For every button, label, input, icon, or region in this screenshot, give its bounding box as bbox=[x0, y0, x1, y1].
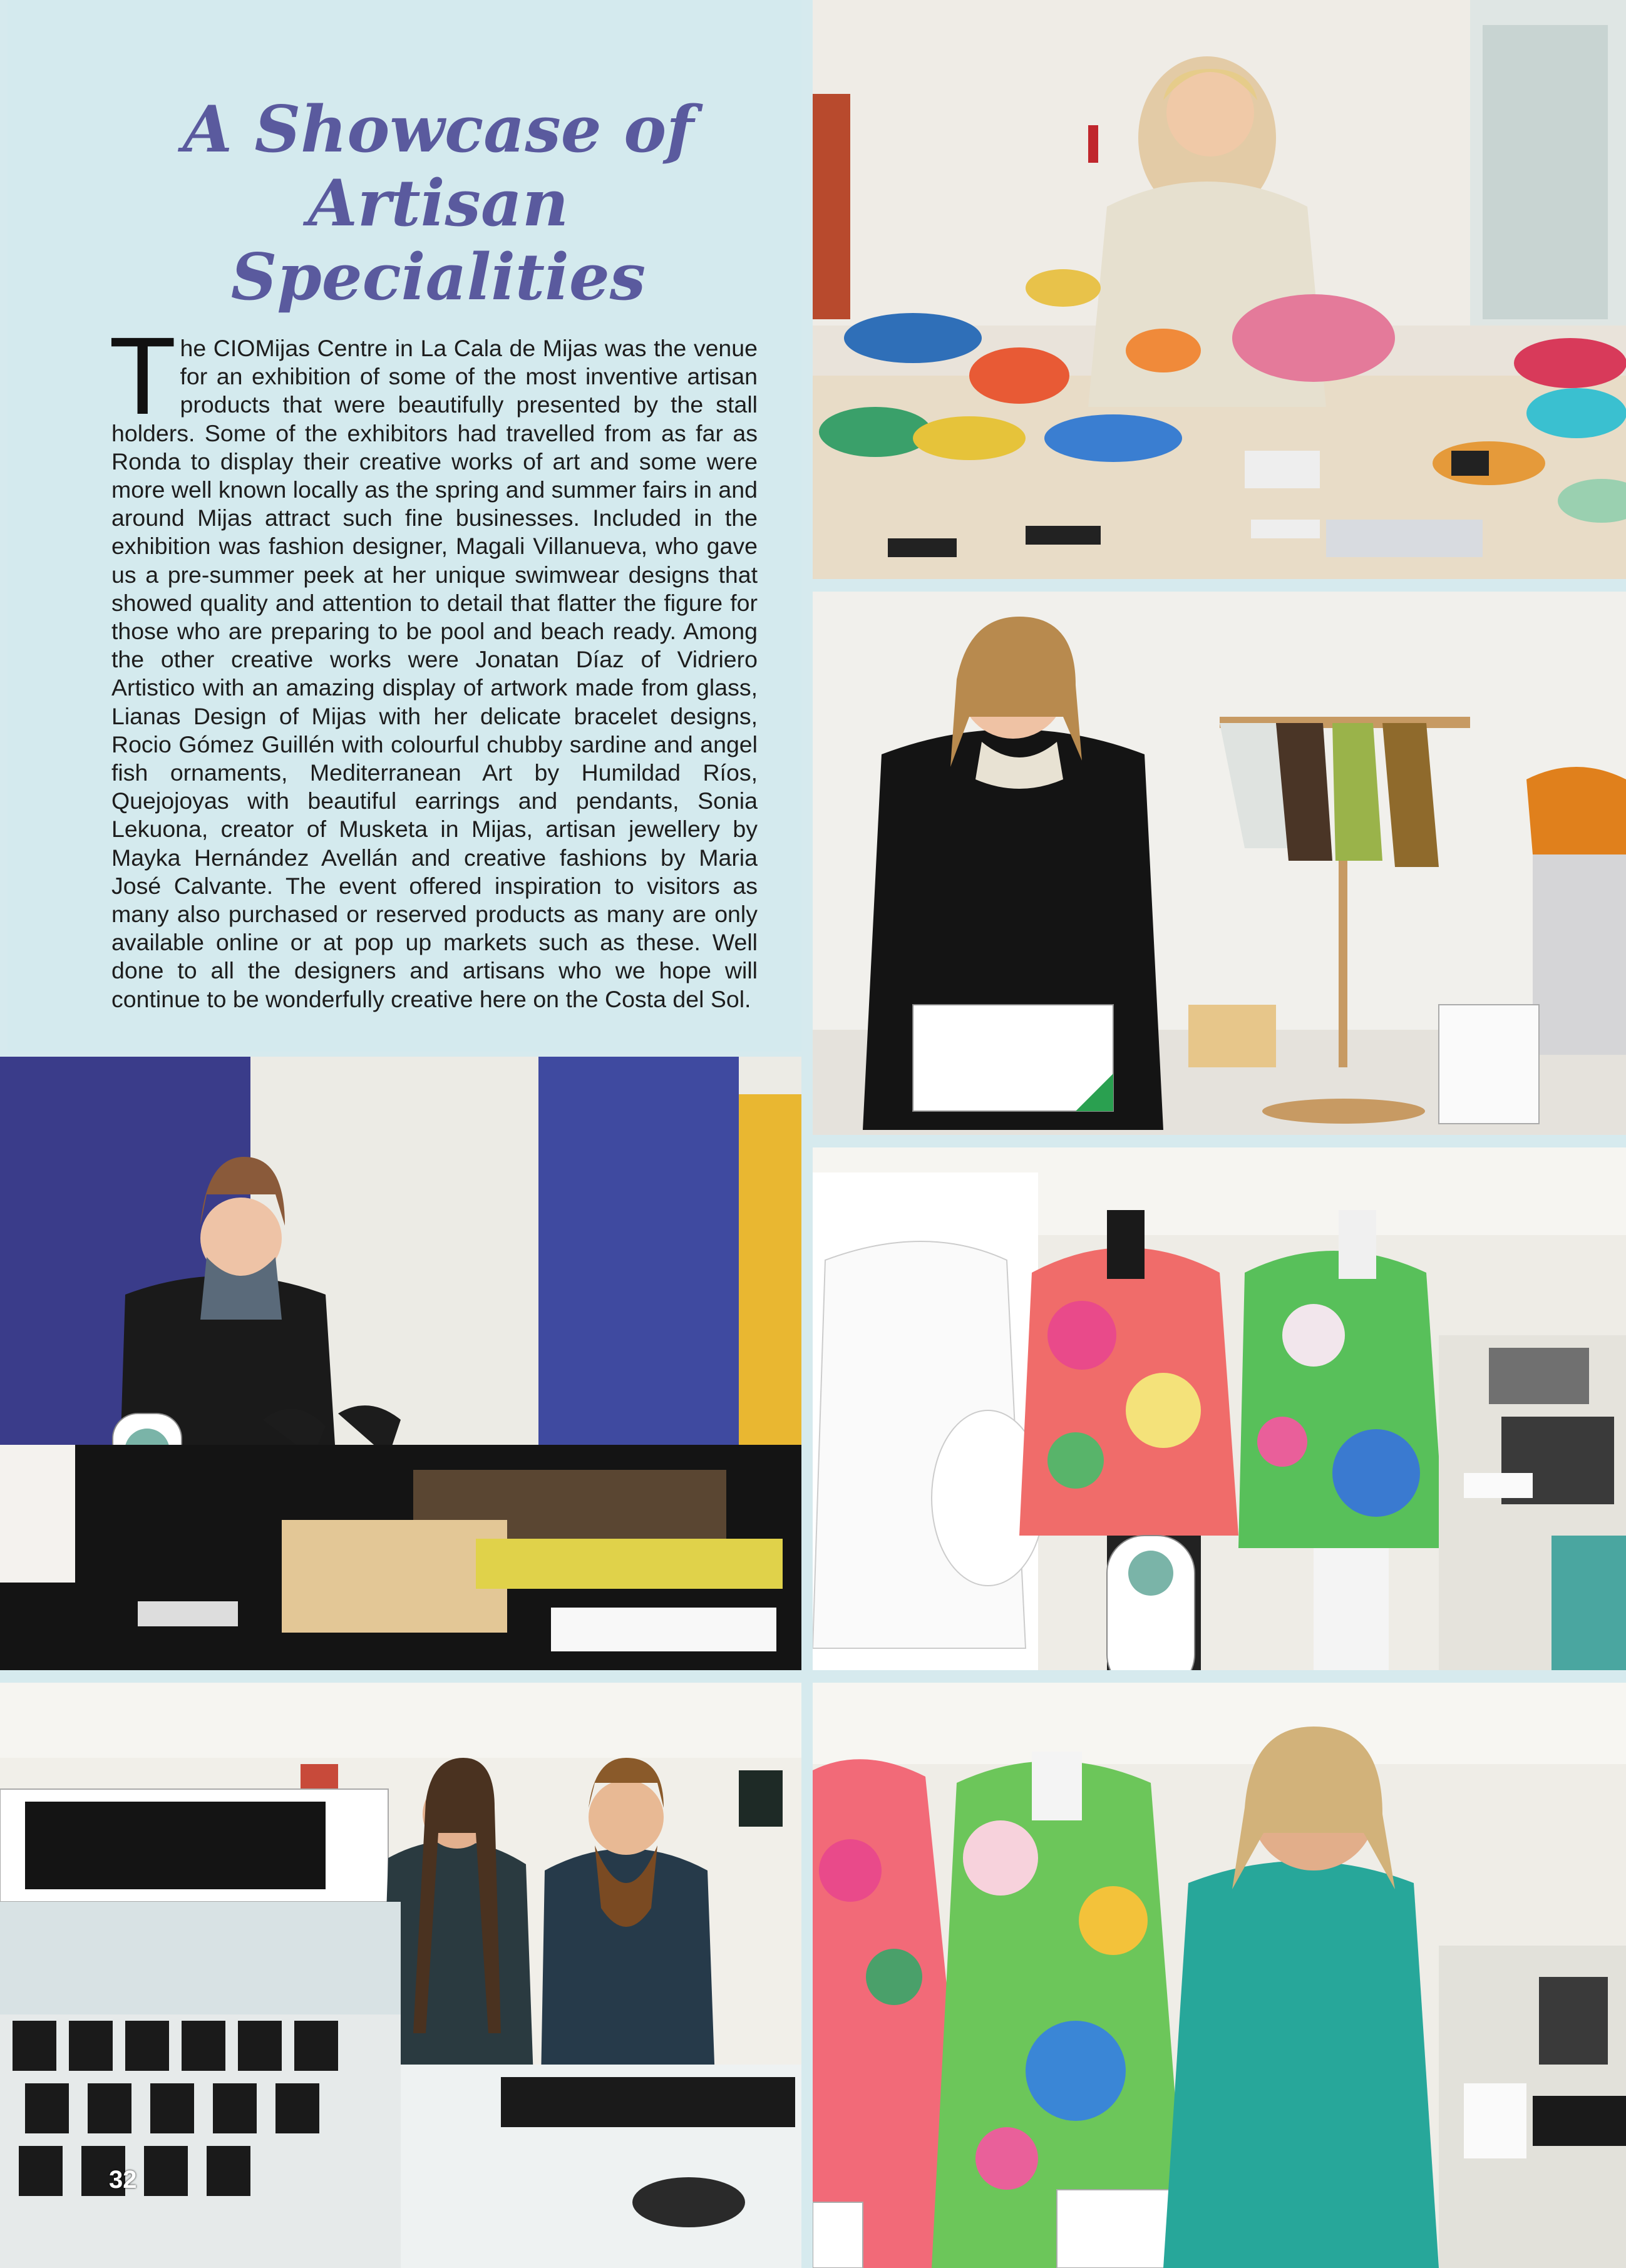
fish-ornaments-photo bbox=[813, 0, 1626, 579]
swimwear-photo bbox=[813, 1147, 1626, 1670]
article-title: A Showcase of Artisan Specialities bbox=[182, 92, 694, 315]
designer-photo bbox=[813, 1683, 1626, 2268]
page-number: 32 bbox=[109, 2166, 137, 2194]
jewellery-photo bbox=[0, 1057, 801, 1670]
drop-cap: T bbox=[109, 315, 177, 438]
scarves-photo bbox=[813, 592, 1626, 1135]
article-body bbox=[109, 315, 758, 1013]
article-body-text: he CIOMijas Centre in La Cala de Mijas was the venue for an exhibition of some of the most inventive artisan products that were beautifully presented by the stall holders. Some of the exhibitors had travelled from as far as Ronda to display their creative works of art and some were more well known locally as the spring and summer fairs in and around Mijas attract such fine businesses. Included in the exhibition was fashion designer, Magali Villanueva, who gave us a pre-summer peek at her unique swimwear designs that showed quality and attention to detail that flatter the figure for those who are preparing to be pool and beach ready. Among the other creative works were Jonatan Díaz of Vidriero Artistico with an amazing display of artwork made from glass, Lianas Design of Mijas with her delicate bracelet designs, Rocio Gómez Guillén with colourful chubby sardine and angel fish ornaments, Mediterranean Art by Humildad Ríos, Quejojoyas with beautiful earrings and pendants, Sonia Lekuona, creator of Musketa in Mijas, artisan jewellery by Mayka Hernández Avellán and creative fashions by Maria José Calvante. The event offered inspiration to visitors as many also purchased or reserved products as many are only available online or at pop up markets such as these. Well done to all the designers and artisans who we hope will continue to be wonderfully creative here on the Costa del Sol. bbox=[111, 335, 758, 1012]
